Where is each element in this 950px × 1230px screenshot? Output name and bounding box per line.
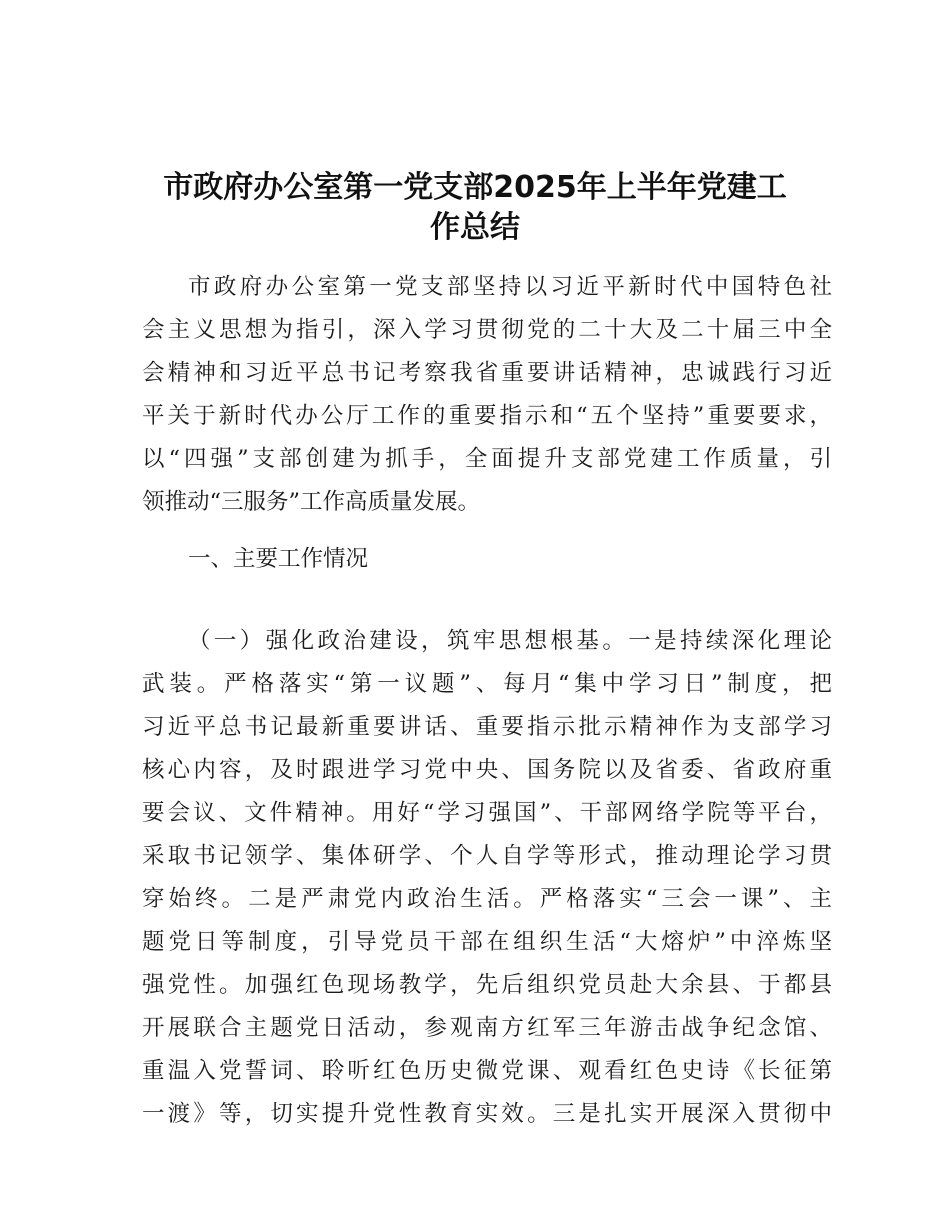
paragraph-line: 会主义思想为指引，深入学习贯彻党的二十大及二十届三中全 [142, 317, 832, 343]
paragraph-line: 武装。严格落实“第一议题”、每月“集中学习日”制度，把 [142, 671, 832, 697]
title-line: 市政府办公室第一党支部2025年上半年党建工 [163, 170, 787, 205]
paragraph-line: 以“四强”支部创建为抓手，全面提升支部党建工作质量，引 [142, 446, 832, 472]
paragraph-line: 采取书记领学、集体研学、个人自学等形式，推动理论学习贯 [142, 843, 832, 869]
paragraph-line: 会精神和习近平总书记考察我省重要讲话精神，忠诚践行习近 [142, 360, 832, 386]
paragraph-line: 穿始终。二是严肃党内政治生活。严格落实“三会一课”、主 [142, 886, 832, 912]
paragraph-line: 一渡》等，切实提升党性教育实效。三是扎实开展深入贯彻中 [142, 1101, 832, 1127]
paragraph-line: 习近平总书记最新重要讲话、重要指示批示精神作为支部学习 [142, 714, 832, 740]
document-title [140, 168, 810, 248]
title-line: 作总结 [430, 210, 520, 245]
paragraph-line: 平关于新时代办公厅工作的重要指示和“五个坚持”重要要求， [142, 403, 832, 429]
paragraph-line: 市政府办公室第一党支部坚持以习近平新时代中国特色社 [188, 274, 832, 300]
paragraph-line: 开展联合主题党日活动，参观南方红军三年游击战争纪念馆、 [142, 1015, 832, 1041]
paragraph-line: 重温入党誓词、聆听红色历史微党课、观看红色史诗《长征第 [142, 1058, 832, 1084]
paragraph-line: 题党日等制度，引导党员干部在组织生活“大熔炉”中淬炼坚 [142, 929, 832, 955]
intro-paragraph [142, 266, 832, 524]
paragraph-line: 领推动“三服务”工作高质量发展。 [142, 489, 481, 515]
paragraph-line: 核心内容，及时跟进学习党中央、国务院以及省委、省政府重 [142, 757, 832, 783]
paragraph-line: （一）强化政治建设，筑牢思想根基。一是持续深化理论 [188, 628, 832, 654]
work-paragraph [142, 620, 832, 1136]
paragraph-line: 强党性。加强红色现场教学，先后组织党员赴大余县、于都县 [142, 972, 832, 998]
paragraph-line: 要会议、文件精神。用好“学习强国”、干部网络学院等平台， [142, 800, 832, 826]
section-heading-text: 一、主要工作情况 [188, 546, 369, 572]
section-heading [142, 538, 832, 581]
